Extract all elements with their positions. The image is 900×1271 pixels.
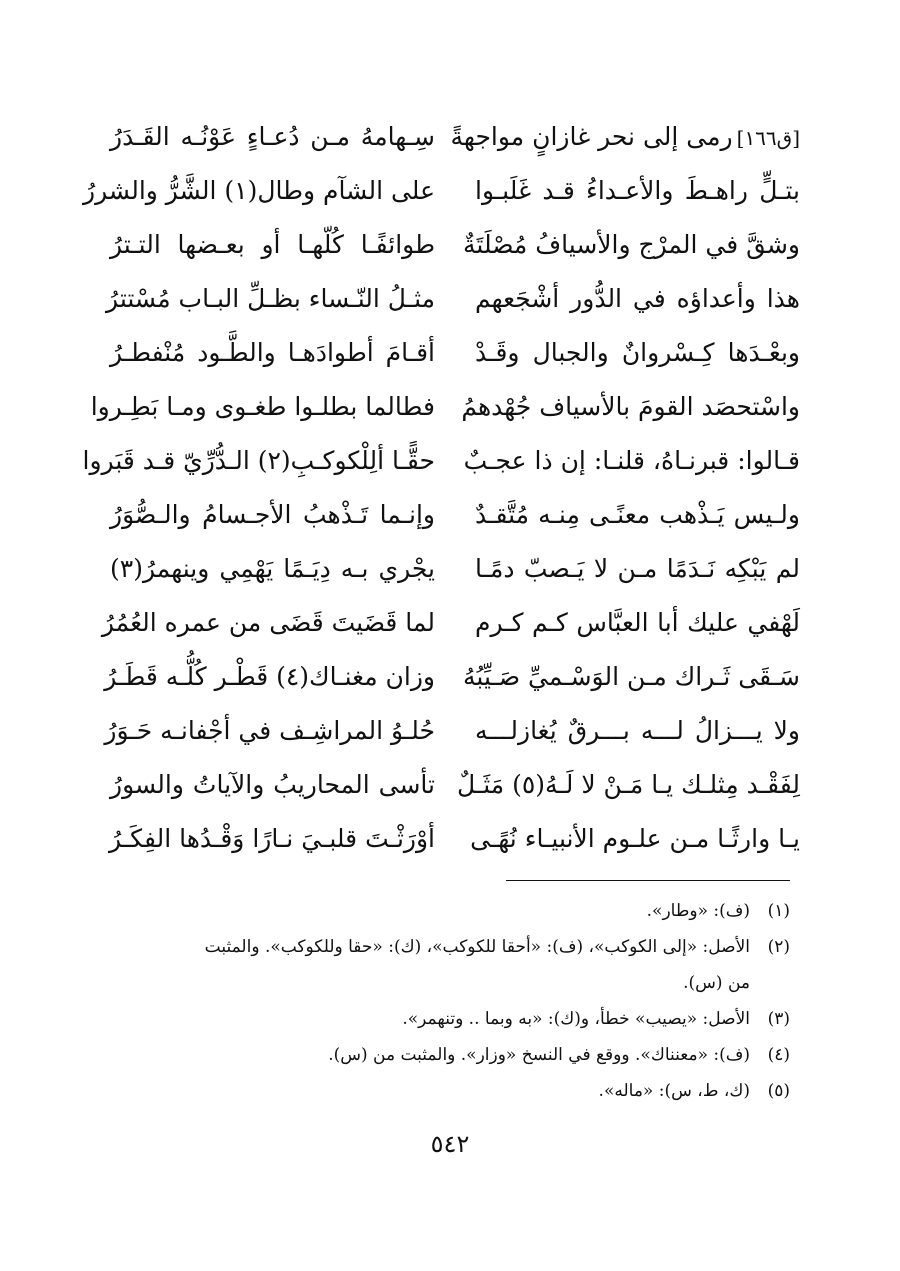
footnote xyxy=(100,893,790,929)
verse-second-hemistich: فطالما بطلـوا طغـوى ومـا بَطِـروا xyxy=(90,392,435,421)
verse xyxy=(110,326,800,380)
footnote-text: الأصل: «يصيب» خطأ، و(ك): «به وبما .. وتنهمر». xyxy=(402,1009,750,1029)
verse xyxy=(110,110,800,164)
verse-second-hemistich: طوائفًـا كُلّهـا أو بعـضها التـترُ xyxy=(110,230,435,259)
verse-first-hemistich: واسْتحصَد القومَ بالأسياف جُهْدهمُ xyxy=(461,392,800,421)
verse-second-hemistich: لما قَضَيتَ قَضَى من عمره العُمُرُ xyxy=(101,608,435,637)
verse xyxy=(83,164,800,218)
verse-second-hemistich: أقـامَ أطوادَهـا والطَّـود مُنْفطـرُ xyxy=(110,338,435,367)
footnote-text: الأصل: «إلى الكوكب»، (ف): «أحقا للكوكب»، (ك): «حقا وللكوكب». والمثبت xyxy=(204,937,750,957)
verse xyxy=(110,218,800,272)
verse xyxy=(110,488,800,542)
verse-first-hemistich: سَـقَى ثَـراك مـن الوَسْـميِّ صَـيِّبُهُ xyxy=(463,662,800,691)
verse-first-hemistich: ولـيس يَـذْهب معنًـى مِنـه مُتَّقـدٌ xyxy=(475,500,800,529)
footnote-number: (٥) xyxy=(767,1081,790,1101)
folio-marker: [ق١٦٦] xyxy=(736,126,800,150)
verse-first-hemistich: لم يَبْكِه نَـدَمًا مـن لا يَـصبّ دمًـا xyxy=(475,554,800,583)
footnote-number: (١) xyxy=(767,901,790,921)
verse-first-hemistich: قـالوا: قبرنـاهُ، قلنـا: إن ذا عجـبٌ xyxy=(463,446,800,475)
verse-second-hemistich: على الشآم وطال(١) الشَّرُّ والشررُ xyxy=(83,176,435,205)
verse xyxy=(104,650,800,704)
footnote-continuation: من (س). xyxy=(683,973,750,993)
verse-second-hemistich: يجْري بـه دِيَـمًا يَهْمِي وينهمرُ(٣) xyxy=(110,554,435,583)
verse-first-hemistich: لَهْفي عليك أبا العبَّاس كـم كـرم xyxy=(475,608,800,637)
verse-text: رمى إلى نحر غازانٍ مواجهةً xyxy=(450,122,733,151)
verse-second-hemistich: مثـلُ النّـساء بظـلِّ البـاب مُسْتترُ xyxy=(106,284,435,313)
verse-second-hemistich: وزان مغنـاك(٤) قَطْـر كُلُّـه قَطَـرُ xyxy=(104,662,435,691)
verse xyxy=(101,596,800,650)
verse-second-hemistich: تأسى المحاريبُ والآياتُ والسورُ xyxy=(110,770,435,799)
footnote-number: (٢) xyxy=(767,937,790,957)
footnote xyxy=(100,1001,790,1037)
page-number: ٥٤٢ xyxy=(430,1130,470,1158)
verse-first-hemistich: بتـلٍّ راهـطَ والأعـداءُ قـد غَلَبـوا xyxy=(475,176,800,205)
verse xyxy=(110,542,800,596)
footnote-text: (ف): «معنناك». ووقع في النسخ «وزار». والمثبت من (س). xyxy=(328,1045,750,1065)
verse-second-hemistich: أوْرَثْـتَ قلبـيَ نـارًا وَقْـدُها الفِكَـرُ xyxy=(109,824,435,853)
verse-second-hemistich: وإنـما تَـذْهبُ الأجـسامُ والـصُّوَرُ xyxy=(110,500,435,529)
footnote-text: (ف): «وطار». xyxy=(646,901,750,921)
verse xyxy=(90,380,800,434)
footnote-divider xyxy=(506,880,790,881)
verse xyxy=(106,272,800,326)
verse-first-hemistich: هذا وأعداؤه في الدُّور أشْجَعهم xyxy=(475,284,800,313)
footnote-number: (٤) xyxy=(767,1045,790,1065)
verse-first-hemistich: وبعْـدَها كِـسْروانٌ والجبال وقَـدْ xyxy=(475,338,800,367)
verse-second-hemistich: حُلـوُ المراشِـف في أجْفانـه حَـوَرُ xyxy=(104,716,435,745)
footnotes xyxy=(100,893,790,1109)
verse-first-hemistich: لِفَقْـد مِثلـك يـا مَـنْ لا لَـهُ(٥) مَثَـلٌ xyxy=(456,770,800,799)
poem xyxy=(82,110,800,870)
verse xyxy=(110,758,800,812)
verse xyxy=(104,704,800,758)
verse-second-hemistich: سِـهامهُ مـن دُعـاءٍ عَوْنُـه القَـدَرُ xyxy=(110,122,435,151)
verse-first-hemistich xyxy=(450,110,800,164)
footnote-text: (ك، ط، س): «ماله». xyxy=(598,1081,750,1101)
footnote xyxy=(100,1037,790,1073)
verse-first-hemistich: ولا يـــزالُ لـــه بـــرقٌ يُغازلـــه xyxy=(475,716,800,745)
footnote xyxy=(100,929,790,965)
verse-first-hemistich: يـا وارثًـا مـن علـوم الأنبيـاء نُهًـى xyxy=(470,824,800,853)
verse xyxy=(82,434,800,488)
verse-first-hemistich: وشقَّ في المرْج والأسيافُ مُصْلَتَةٌ xyxy=(463,230,800,259)
footnote xyxy=(100,1073,790,1109)
verse xyxy=(110,812,800,866)
footnote-number: (٣) xyxy=(767,1009,790,1029)
verse-second-hemistich: حقًّـا ألِلْكوكـبِ(٢) الـدُّرِّيّ قـد قَبَروا xyxy=(82,446,435,475)
